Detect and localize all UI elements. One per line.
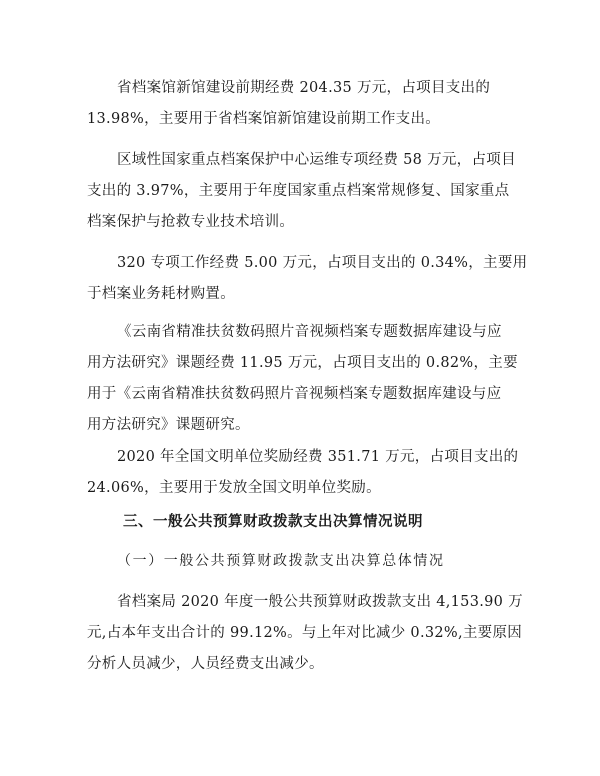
- text-line: 用方法研究》课题经费 11.95 万元，占项目支出的 0.82%，主要: [87, 355, 518, 371]
- text-line: 于档案业务耗材购置。: [87, 286, 235, 302]
- subsection-heading: （一）一般公共预算财政拨款支出决算总体情况: [117, 553, 445, 569]
- text-line: 13.98%，主要用于省档案馆新馆建设前期工作支出。: [87, 111, 441, 127]
- paragraph-320-special-fund: [87, 248, 528, 310]
- text-line: 用方法研究》课题研究。: [87, 417, 250, 433]
- text-line: 24.06%，主要用于发放全国文明单位奖励。: [87, 480, 381, 496]
- text-line: 元,占本年支出合计的 99.12%。与上年对比减少 0.32%,主要原因: [87, 625, 523, 641]
- text-line: 2020 年全国文明单位奖励经费 351.71 万元，占项目支出的: [117, 449, 519, 465]
- paragraph-research-project: [87, 317, 518, 441]
- text-line: 分析人员减少，人员经费支出减少。: [87, 656, 324, 672]
- paragraph-regional-archive-center: [87, 145, 517, 238]
- paragraph-civilization-award: [87, 442, 519, 504]
- text-line: 320 专项工作经费 5.00 万元，占项目支出的 0.34%，主要用: [117, 255, 528, 271]
- text-line: 《云南省精准扶贫数码照片音视频档案专题数据库建设与应: [117, 324, 502, 340]
- paragraph-summary: [87, 587, 523, 680]
- text-line: 省档案馆新馆建设前期经费 204.35 万元，占项目支出的: [117, 80, 491, 96]
- text-line: 档案保护与抢救专业技术培训。: [87, 214, 295, 230]
- section-heading: 三、一般公共预算财政拨款支出决算情况说明: [123, 514, 423, 530]
- paragraph-new-archive-building: [87, 73, 517, 135]
- text-line: 区域性国家重点档案保护中心运维专项经费 58 万元，占项目: [117, 152, 516, 168]
- text-line: 支出的 3.97%，主要用于年度国家重点档案常规修复、国家重点: [87, 183, 510, 199]
- text-line: 省档案局 2020 年度一般公共预算财政拨款支出 4,153.90 万: [117, 594, 523, 610]
- text-line: 用于《云南省精准扶贫数码照片音视频档案专题数据库建设与应: [87, 386, 502, 402]
